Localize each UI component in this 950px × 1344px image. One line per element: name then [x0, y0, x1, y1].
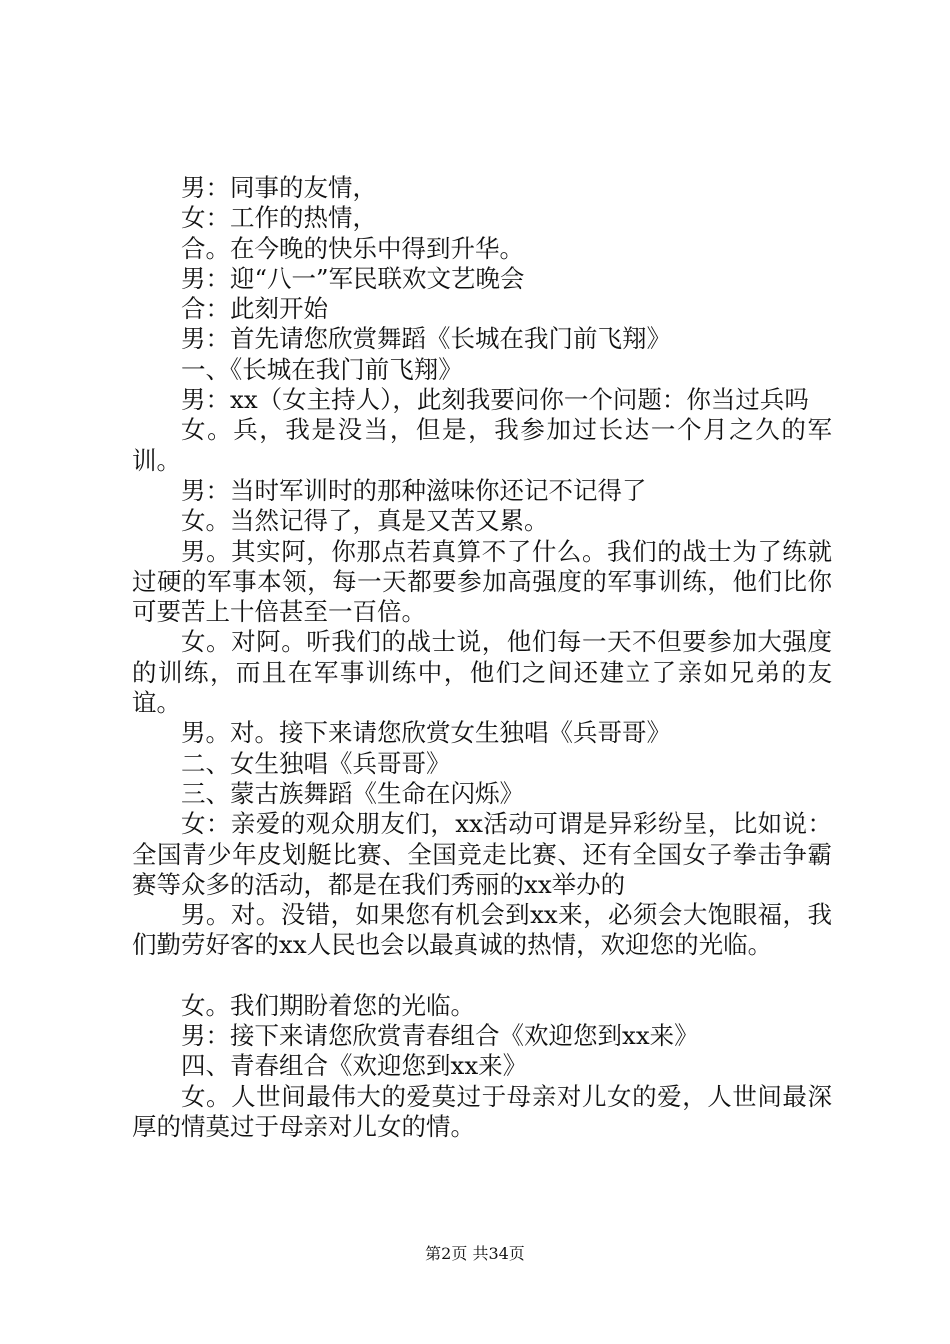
paragraph: 男：同事的友情， — [181, 173, 377, 202]
page-number-footer: 第2页 共34页 — [425, 1244, 525, 1263]
paragraph: 合：此刻开始 — [181, 294, 328, 324]
paragraph: 女。我们期盼着您的光临。 — [181, 990, 475, 1020]
paragraph: 男：xx（女主持人），此刻我要问你一个问题：你当过兵吗 — [181, 385, 809, 415]
paragraph: 男：当时军训时的那种滋味你还记不记得了 — [181, 475, 647, 505]
paragraph: 男：迎“八一”军民联欢文艺晚会 — [181, 263, 525, 293]
paragraph: 男：首先请您欣赏舞蹈《长城在我门前飞翔》 — [181, 324, 671, 354]
paragraph: 女。对阿。听我们的战士说，他们每一天不但要参加大强度的训练，而且在军事训练中，他们之间还建立了亲如兄弟的友谊。 — [132, 627, 832, 718]
paragraph: 女：亲爱的观众朋友们，xx活动可谓是异彩纷呈，比如说：全国青少年皮划艇比赛、全国竞走比赛、还有全国女子拳击争霸赛等众多的活动，都是在我们秀丽的xx举办的 — [132, 809, 832, 899]
paragraph: 男。对。没错，如果您有机会到xx来，必须会大饱眼福，我们勤劳好客的xx人民也会以最真诚的热情，欢迎您的光临。 — [132, 900, 832, 960]
paragraph: 四、青春组合《欢迎您到xx来》 — [181, 1051, 528, 1081]
paragraph: 女。兵，我是没当，但是，我参加过长达一个月之久的军训。 — [132, 415, 832, 475]
paragraph: 合。在今晚的快乐中得到升华。 — [181, 233, 524, 263]
blank-line — [132, 961, 832, 991]
paragraph: 三、蒙古族舞蹈《生命在闪烁》 — [181, 778, 524, 808]
paragraph: 女：工作的热情， — [181, 203, 377, 233]
document-body — [132, 173, 832, 1142]
paragraph: 男。其实阿，你那点若真算不了什么。我们的战士为了练就过硬的军事本领，每一天都要参加高强度的军事训练，他们比你可要苦上十倍甚至一百倍。 — [132, 536, 832, 627]
paragraph: 二、女生独唱《兵哥哥》 — [181, 748, 451, 778]
paragraph: 女。当然记得了，真是又苦又累。 — [181, 506, 549, 536]
paragraph: 一、《长城在我门前飞翔》 — [181, 354, 463, 384]
paragraph: 男。对。接下来请您欣赏女生独唱《兵哥哥》 — [181, 718, 671, 748]
paragraph: 男：接下来请您欣赏青春组合《欢迎您到xx来》 — [181, 1021, 699, 1051]
paragraph: 女。人世间最伟大的爱莫过于母亲对儿女的爱，人世间最深厚的情莫过于母亲对儿女的情。 — [132, 1081, 832, 1141]
